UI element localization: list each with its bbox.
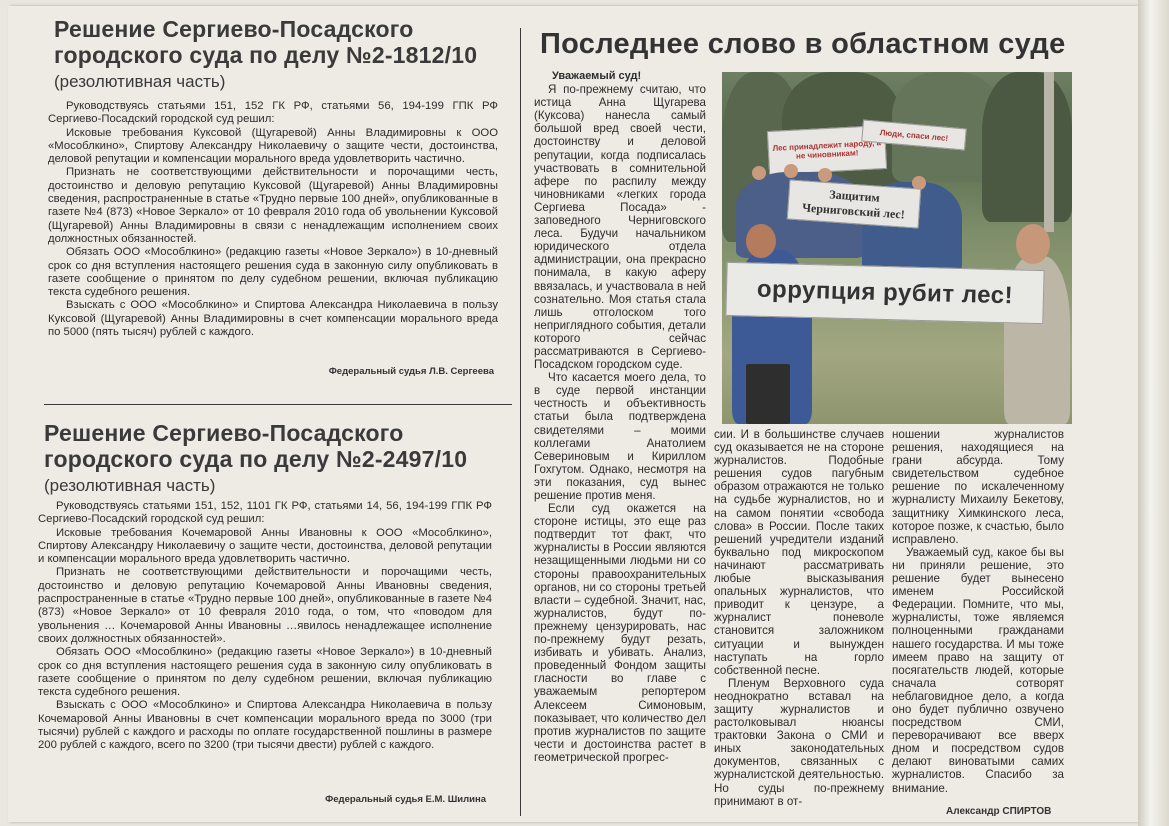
article2-signature: Федеральный судья Е.М. Шилина bbox=[325, 794, 486, 805]
article1-signature: Федеральный судья Л.В. Сергеева bbox=[328, 366, 494, 377]
article2-paragraph: Руководствуясь статьями 151, 152, 1101 ГК РФ, статьями 14, 56, 194-199 ГПК РФ Сергиево-Посадский городской суд решил: bbox=[38, 500, 492, 526]
article2-paragraph: Признать не соответствующими действительности и порочащими честь, достоинство и деловую репутацию Кочемаровой Анны Ивановны сведения, распространенные в статье «Трудно первые 100 дней», опубликованные в газете №4 (873) «Новое Зеркало» от 10 февраля 2010 года, о том, что «поводом для увольнения … Кочемаровой Анны Ивановны …явилось ненадлежащее исполнение своих должностных обязанностей». bbox=[38, 566, 492, 645]
right-column-2 bbox=[714, 428, 884, 808]
banner-middle: Защитим Черниговский лес! bbox=[787, 179, 921, 228]
banner-top-right: Люди, спаси лес! bbox=[861, 120, 967, 151]
article1-title bbox=[54, 16, 514, 69]
page-edge bbox=[1138, 0, 1169, 826]
article2-paragraph: Обязать ООО «Мособлкино» (редакцию газеты «Новое Зеркало») в 10-дневный срок со дня вступления настоящего решения суда в законную силу опубликовать в газете сообщение о принятом по делу судебном решении, включая публикацию текста судебного решения. bbox=[38, 646, 492, 699]
tree bbox=[982, 72, 1072, 222]
column-paragraph: ношении журналистов решения, находящиеся на грани абсурда. Тому свидетельством судебное решение по искалеченному журналисту Михаилу Бекетову, защитнику Химкинского леса, которое позже, к счастью, было исправлено. bbox=[892, 428, 1064, 546]
woman-left-legs bbox=[746, 364, 790, 424]
article2-body bbox=[38, 500, 492, 753]
column-paragraph: сии. И в большинстве случаев суд оказывается не на стороне журналистов. Подобные решения судов пагубным образом отражаются не только на судьбе журналистов, но и на самом понятии «свобода слова» в России. После таких решений учредители изданий буквально под микроскопом начинают рассматривать любые высказывания опальных журналистов, что приводит к цензуре, а журналист поневоле становится заложником ситуации и вынужден наступать на горло собственной песне. bbox=[714, 428, 884, 677]
person-head bbox=[752, 166, 766, 180]
article2-paragraph: Взыскать с ООО «Мособлкино» и Спиртова Александра Николаевича в пользу Кочемаровой Анны Ивановны в счет компенсации морального вреда по 3000 (три тысячи) рублей с каждого и расходы по оплате государственной пошлины в размере 200 рублей с каждого, всего по 3200 (три тысячи двести) рублей с каждого. bbox=[38, 699, 492, 752]
article1-paragraph: Обязать ООО «Мособлкино» (редакцию газеты «Новое Зеркало») в 10-дневный срок со дня вступления настоящего решения суда в законную силу опубликовать в газете сообщение о принятом по делу судебном решении, включая публикацию текста судебного решения. bbox=[48, 246, 498, 299]
right-article-title: Последнее слово в областном суде bbox=[540, 28, 1066, 60]
article1-paragraph: Руководствуясь статьями 151, 152 ГК РФ, статьями 56, 194-199 ГПК РФ Сергиево-Посадский городской суд решил: bbox=[48, 100, 498, 126]
person-head bbox=[818, 168, 832, 182]
article2-subtitle: (резолютивная часть) bbox=[44, 476, 216, 495]
article1-paragraph: Взыскать с ООО «Мособлкино» и Спиртова Александра Николаевича в пользу Куксовой (Щугаревой) Анны Владимировны в счет компенсации морального вреда по 5000 (пять тысяч) рублей с каждого. bbox=[48, 299, 498, 339]
article2-title bbox=[44, 420, 504, 473]
article1-paragraph: Исковые требования Куксовой (Щугаревой) Анны Владимировны к ООО «Мособлкино», Спиртову Александру Николаевичу о защите чести, достоинства, деловой репутации и компенсации морального вреда удовлетворить частично. bbox=[48, 126, 498, 166]
right-column-3 bbox=[892, 428, 1064, 795]
article1-title-line2: городского суда по делу №2-1812/10 bbox=[54, 42, 478, 69]
article1-subtitle: (резолютивная часть) bbox=[54, 72, 226, 91]
article-divider bbox=[44, 404, 512, 405]
article1-title-line1: Решение Сергиево-Посадского bbox=[54, 16, 414, 42]
banner-top-left: Лес принадлежит народу, а не чиновникам! bbox=[767, 125, 887, 175]
article2-title-line1: Решение Сергиево-Посадского bbox=[44, 420, 404, 446]
person-head bbox=[784, 164, 798, 178]
author-name: Александр СПИРТОВ bbox=[946, 806, 1052, 817]
banner-main: оррупция рубит лес! bbox=[725, 262, 1044, 324]
column-paragraph: Уважаемый суд, какое бы вы ни приняли решение, это решение будет вынесено именем Российской Федерации. Помните, что мы, журналисты, тоже являемся полноценными гражданами нашего государства. И мы тоже имеем право на защиту от посягательств людей, которые сначала сотворят неблаговидное дело, а когда оно будет публично озвучено посредством СМИ, переворачивают все вверх дном и посредством судов делают виноватыми самих журналистов. Спасибо за внимание. bbox=[892, 545, 1064, 795]
article2-title-line2: городского суда по делу №2-2497/10 bbox=[44, 446, 468, 473]
article2-paragraph: Исковые требования Кочемаровой Анны Ивановны к ООО «Мособлкино», Спиртову Александру Николаевичу о защите чести, достоинства, деловой репутации и компенсации морального вреда удовлетворить частично. bbox=[38, 526, 492, 566]
person-head bbox=[1016, 224, 1050, 264]
birch-trunk bbox=[1044, 72, 1054, 232]
column-paragraph: Я по-прежнему считаю, что истица Анна Щугарева (Куксова) нанесла самый большой вред своей чести, достоинству и деловой репутации, когда подписалась участвовать в сомнительной афере по распилу между чиновниками «легких города Сергиева Посада» - заповедного Черниговского леса. Будучи начальником юридического отдела администрации, она прекрасно понимала, в какую аферу ввязалась, и участвовала в ней сознательно. Моя статья стала лишь отголоском того неприглядного события, детали которого сейчас рассматриваются в Сергиево-Посадском городском суде. bbox=[534, 83, 706, 372]
column-paragraph: Пленум Верховного суда неоднократно вставал на защиту журналистов и растолковывал нюансы трактовки Закона о СМИ и иных законодательных документов, связанных с журналистской деятельностью. Но суды по-прежнему принимают в от- bbox=[714, 676, 884, 808]
article1-paragraph: Признать не соответствующими действительности и порочащими честь, достоинство и деловую репутацию Куксовой (Щугаревой) Анны Владимировны сведения, распространенные в статье «Трудно первые 100 дней», опубликованные в газете №4 (873) «Новое Зеркало» от 10 февраля 2010 года об увольнении Куксовой (Щугаревой) Анны Владимировны в связи с ненадлежащим исполнением своих должностных обязанностей. bbox=[48, 166, 498, 245]
column-paragraph: Если суд окажется на стороне истицы, это еще раз подтвердит тот факт, что журналисты в России являются незащищенными людьми ни со стороны правоохранительных органов, ни со стороны третьей власти – судебной. Значит, нас, журналистов, будут по-прежнему цензурировать, нас по-прежнему будут резать, избивать и убивать. Анализ, проведенный Фондом защиты гласности во главе с уважаемым репортером Алексеем Симоновым, показывает, что количество дел против журналистов по защите чести и достоинства растет в геометрической прогрес- bbox=[534, 502, 706, 764]
protest-photo bbox=[722, 72, 1072, 424]
column-paragraph: Что касается моего дела, то в суде первой инстанции честность и объективность статьи была подтверждена свидетелями – моими коллегами Анатолием Севериновым и Кириллом Гохгутом. Однако, несмотря на эти показания, суд вынес решение против меня. bbox=[534, 371, 706, 502]
greeting: Уважаемый суд! bbox=[552, 70, 642, 82]
article1-body bbox=[48, 100, 498, 339]
column-divider bbox=[520, 28, 521, 816]
person-head bbox=[746, 224, 776, 258]
right-column-1 bbox=[534, 70, 706, 764]
